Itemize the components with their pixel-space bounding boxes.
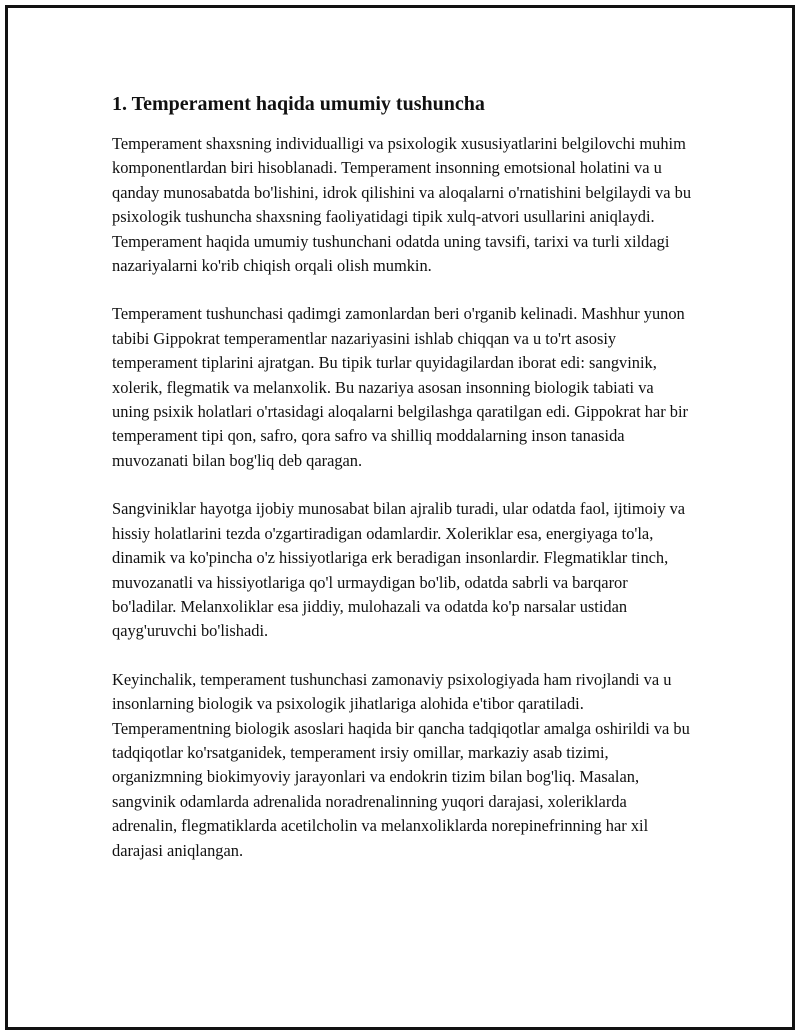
- paragraph-history: Temperament tushunchasi qadimgi zamonlardan beri o'rganib kelinadi. Mashhur yunon tabibi Gippokrat temperamentlar nazariyasini ishlab chiqqan va u to'rt asosiy temperament tiplarini ajratgan. Bu tipik turlar quyidagilardan iborat edi: sangvinik, xolerik, flegmatik va melanxolik. Bu nazariya asosan insonning biologik tabiati va uning psixik holatlari o'rtasidagi aloqalarni belgilashga qaratilgan edi. Gippokrat har bir temperament tipi qon, safro, qora safro va shilliq moddalarning inson tanasida muvozanati bilan bog'liq deb qaragan.: [112, 304, 689, 470]
- paragraph-intro: Temperament shaxsning individualligi va psixologik xususiyatlarini belgilovchi muhim komponentlardan biri hisoblanadi. Temperament insonning emotsional holatini va u qanday munosabatda bo'lishini, idrok qilishini va aloqalarni o'rnatishini belgilaydi va bu psixologik tushuncha shaxsning faoliyatidagi tipik xulq-atvori usullarini aniqlaydi. Temperament haqida umumiy tushunchani odatda uning tavsifi, tarixi va turli xildagi nazariyalarni ko'rib chiqish orqali olish mumkin.: [112, 134, 692, 276]
- paragraph-modern: Keyinchalik, temperament tushunchasi zamonaviy psixologiyada ham rivojlandi va u insonlarning biologik va psixologik jihatlariga alohida e'tibor qaratiladi. Temperamentning biologik asoslari haqida bir qancha tadqiqotlar amalga oshirildi va bu tadqiqotlar ko'rsatganidek, temperament irsiy omillar, markaziy asab tizimi, organizmning biokimyoviy jarayonlari va endokrin tizim bilan bog'liq. Masalan, sangvinik odamlarda adrenalida noradrenalinning yuqori darajasi, xoleriklarda adrenalin, flegmatiklarda acetilcholin va melanxoliklarda norepinefrinning har xil darajasi aniqlangan.: [112, 669, 690, 860]
- document-body: [112, 90, 692, 887]
- section-heading: 1. Temperament haqida umumiy tushuncha: [112, 93, 485, 115]
- paragraph-types: Sangviniklar hayotga ijobiy munosabat bilan ajralib turadi, ular odatda faol, ijtimoiy va hissiy holatlarini tezda o'zgartiradigan odamlardir. Xoleriklar esa, energiyaga to'la, dinamik va ko'pincha o'z hissiyotlariga erk beradigan insonlardir. Flegmatiklar tinch, muvozanatli va hissiyotlariga qo'l urmaydigan bo'lib, odatda sabrli va barqaror bo'ladilar. Melanxoliklar esa jiddiy, mulohazali va odatda ko'p narsalar ustidan qayg'uruvchi bo'lishadi.: [112, 499, 686, 641]
